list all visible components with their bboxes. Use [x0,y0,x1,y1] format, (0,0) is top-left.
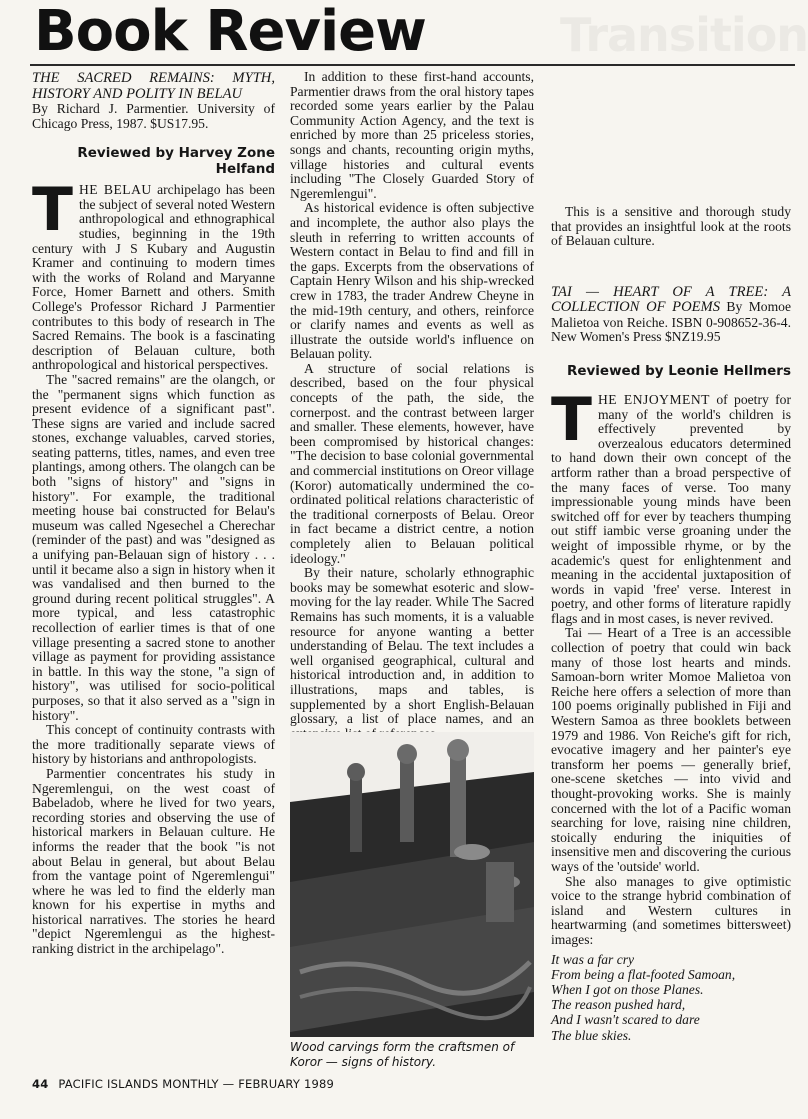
review1-paragraph-9: This is a sensitive and thorough study that provides an insightful look at the roots of Belauan culture. [551,204,791,249]
poem-line: From being a flat-footed Samoan, [551,966,736,982]
review2-reviewer: Reviewed by Leonie Hellmers [566,362,791,379]
review1-paragraph-4: Parmentier concentrates his study in Ngeremlengui, on the west coast of Babeladob, where he lived for two years, recording stories and observing the use of historical markers in Belauan culture. He informs the reader that the book "is not about Belau in general, but about Belau from the vantage point of Ngeremlengui" where he was led to find the elderly man known for his expertise in myths and historical narratives. The stories he heard "depict Ngeremlengui as the highest-ranking district in the archipelago". [32,765,275,957]
poem-line: The reason pushed hard, [551,997,686,1013]
review2-dropcap: T [551,384,592,455]
review1-lead: HE BELAU [78,182,152,198]
poem-line: It was a far cry [551,951,635,967]
review1-dropcap: T [32,175,73,246]
wood-carvings-photo [290,732,534,1037]
review1-paragraph-8: By their nature, scholarly ethnographic books may be somewhat esoteric and slow-moving for the lay reader. While The Sacred Remains has such moments, it is a valuable resource for anyone wanting a better understanding of Belau. The text includes a well organised geographical, cultural and historical introduction and, in addition to illustrations, maps and tables, is supplemented by a short English-Belauan glossary, a list of place names, and an [290,565,534,727]
header-rule [30,64,795,66]
poem-excerpt [551,952,791,1043]
review1-paragraph-2: The "sacred remains" are the olangch, or the "permanent signs which function as present evidence of a significant past". These signs are varied and include sacred stones, exchange valuables, carved stories, seating patterns, titles, names, and even tree plantings, among others. The olangch can be both "signs of history" and "signs in history". For example, the traditional meeting house bai constructed for Belau's museum was called Ngesechel a Cherechar (reminder of the past) and was "designed as a unifying pan-Belauan sign of history . . . until it became also a sign in history when it was vandalised and then burned to the ground during recent political struggles". A more typical, and less catastrophic recollection of earlier times is that of one village presenting a sacred stone to another village as payment for providing assistance in battle. In this way the stone, "a sign of history", was utilised for socio-political purposes, so that it also served as a "sign in history". [32,371,275,723]
review2-book-details: By Momoe Malietoa von Reiche. ISBN 0-908652-36-4. New Women's Press $NZ19.95 [551,299,791,345]
page-title: Book Review [34,0,426,64]
review2-book-title: TAI — HEART OF A TREE: A COLLECTION OF POEMS [551,283,791,316]
review2-paragraph-2: Tai — Heart of a Tree is an accessible collection of poetry that could win back many of those lost hearts and minds. Samoan-born writer Momoe Malietoa von Reiche here offers a selection of more than 100 poems originally published in Fiji and Western Samoa as three booklets between 1979 and 1986. Von Reiche's gift for rich, evocative imagery and her painter's eye transform her poems — generally brief, one-scene sketches — into vivid and thought-provoking works. She is mainly concerned with the lot of a Pacific woman searching for love, raising nine children, stoically enduring the iniquities of insensitive men and discovering the curious ways of the 'outside' world. [551,625,791,874]
review1-book-details: By Richard J. Parmentier. University of Chicago Press, 1987. $US17.95. [32,101,275,131]
page-number: 44 [32,1077,49,1091]
review2-heading [551,285,791,345]
faded-background-masthead: Transition [560,8,808,62]
column-2 [290,70,534,728]
review1-reviewer: Reviewed by Harvey Zone Helfand [77,145,275,178]
poem-line: When I got on those Planes. [551,981,704,997]
column-1 [32,71,275,957]
review1-paragraph-7: A structure of social relations is described, based on the four physical concepts of the path, the side, the cornerpost. and the contrast between larger and smaller. These elements, however, have been compromised by historical changes: "The decision to base colonial governmental and commercial institutions on Oreor village (Koror) automatically undermined the co-ordinated political relations characteristic of the traditional cornerposts of Belau. Oreor in fact became a district centre, a notion completely alien to Belauan political ideology." [290,360,534,566]
review1-book-title: THE SACRED REMAINS: MYTH, HISTORY AND POLITY IN BELAU [32,70,275,102]
column-3 [551,75,791,1043]
poem-line: The blue skies. [551,1027,632,1043]
review2-paragraph-3: She also manages to give optimistic voice to the strange hybrid combination of island and Western cultures in heartwarming (and sometimes bittersweet) images: [551,873,791,947]
photo-caption: Wood carvings form the craftsmen of Koror — signs of history. [290,1040,515,1069]
wood-carvings-image [290,732,534,1037]
review2-lead: HE ENJOYMENT [597,391,710,407]
review1-paragraph-3: This concept of continuity contrasts with the more traditionally separate views of history by historians and anthropologists. [32,722,275,767]
review1-paragraph-6: As historical evidence is often subjective and incomplete, the author also plays the sleuth in referring to written accounts of Western contact in Belau to find and fill in the gaps. Excerpts from the observations of Captain Henry Wilson and his ship-wrecked crew in 1783, the trader Andrew Cheyne in the mid-19th century, and others, reinforce or clarify names and events as well as illustrate the outside world's influence on Belauan polity. [290,200,534,362]
review1-paragraph-5: In addition to these first-hand accounts, Parmentier draws from the oral history tapes recorded some years earlier by the Palau Community Action Agency, and the text is enriched by more than 25 priceless stories, songs and chants, recounting origin myths, village histories and cultural events including "The Closely Guarded Story of Ngeremlengui". [290,69,534,201]
page-footer [32,1077,334,1091]
review1-paragraph-1: THE BELAU archipelago has been the subject of several noted Western anthropological and ethnographical studies, beginning in the 19th century with J S Kubary and Augustin Kramer and continuing to modern times with the works of Roland and Maryanne Force, Homer Barnett and others. Smith College's Professor Richard J Parmentier contributes to this body of research in The Sacred Remains. The book is a fascinating description of Belauan culture, both anthropological and historical perspectives. [32,175,276,373]
publication-line: PACIFIC ISLANDS MONTHLY — FEBRUARY 1989 [58,1077,335,1091]
poem-line: And I wasn't scared to dare [551,1012,700,1028]
review2-paragraph-1: THE ENJOYMENT of poetry for many of the world's children is effectively prevented by overzealous educators determined to hand down their own concept of the artform rather than a broad perspective of the many faces of verse. Too many impressionable young minds have been switched off for ever by teachers thumping out stiff iambic verse groaning under the weight of impossible rhyme, or by the academic's quest for enlightenment and meaning in the accidental juxtaposition of words in vapid 'free' verse. Interest in poetry, and other forms of literature rapidly flags and in most cases, is never revived. [551,384,791,626]
